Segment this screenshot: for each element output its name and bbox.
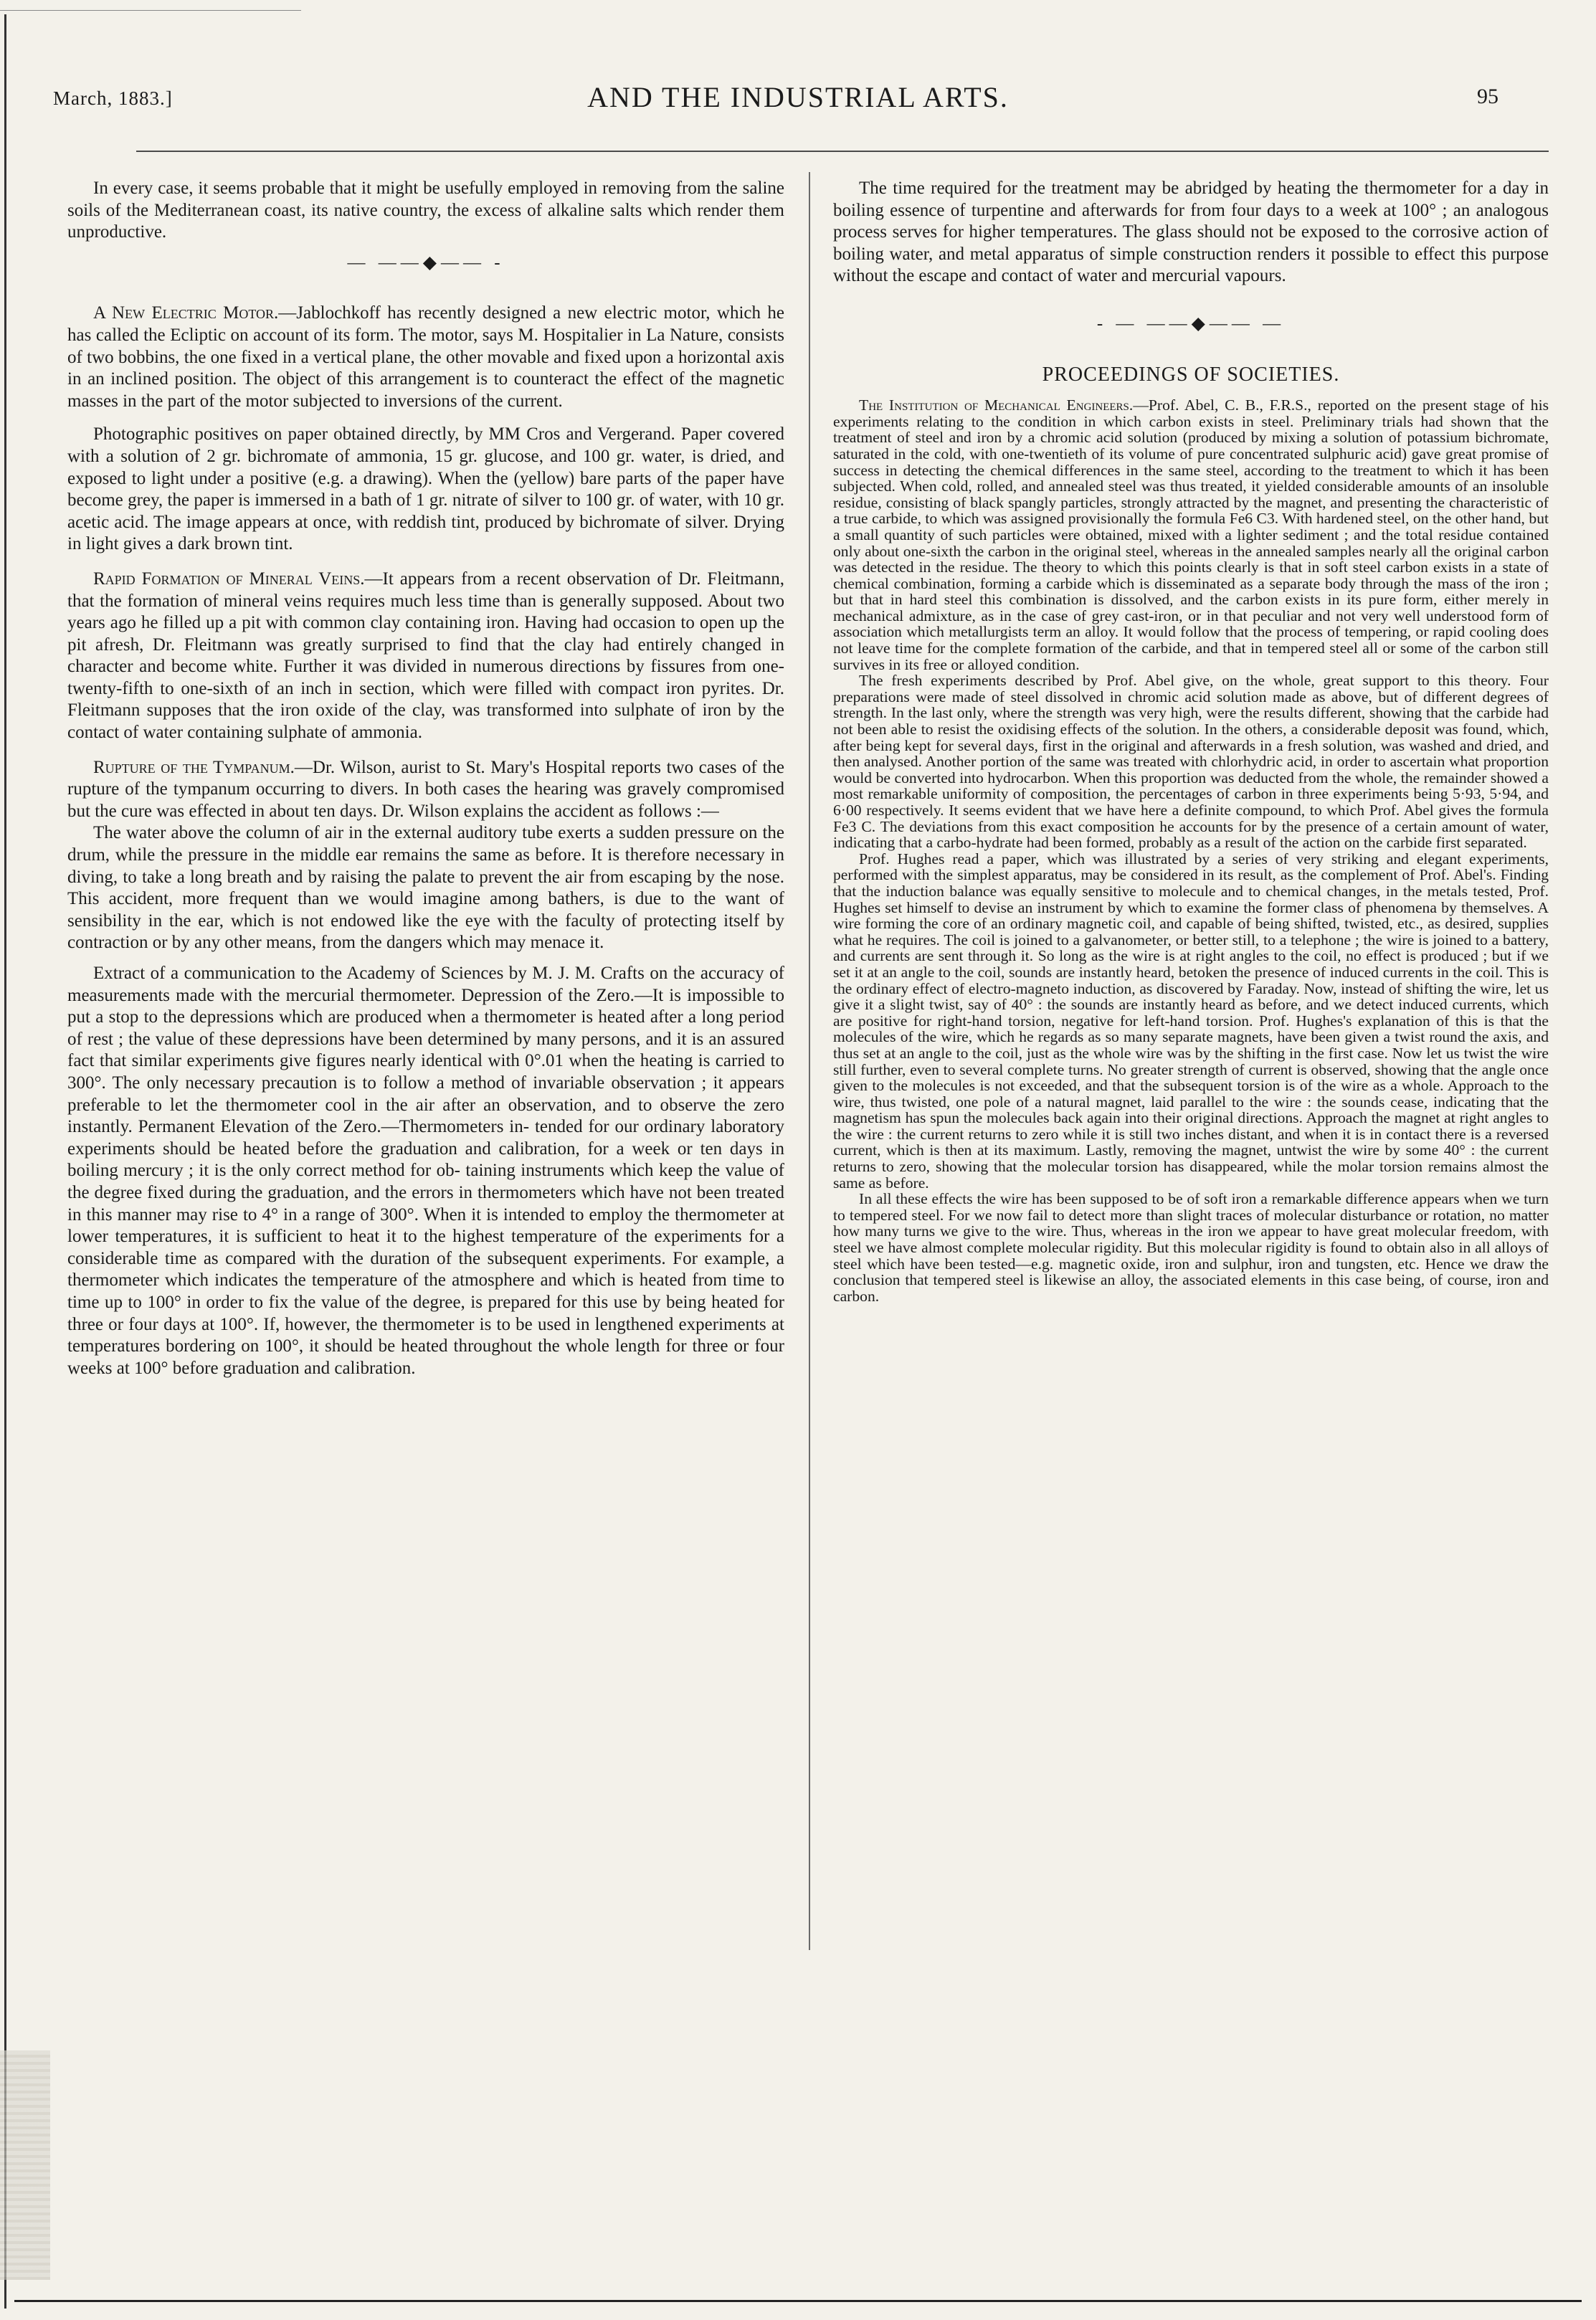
- mineral-veins-article: [67, 569, 784, 744]
- tympanum-article: [67, 757, 784, 823]
- institution-title: The Institution of Mechanical Engineers.: [859, 396, 1134, 414]
- top-rule-left: [0, 10, 301, 11]
- electric-motor-text: —Jablochkoff has recently designed a new electric motor, which he has called the Ecliptic on account of its form. The motor, says M. Hospitalier in La Nature, consists of two bobbins, the one fixed in a vertical plane, the other movable and fixed upon a horizontal axis in an inclined position. The object of this arrangement is to counteract the effect of the magnetic masses in the part of the motor subjected to inversions of the current.: [67, 303, 784, 411]
- abel-report: [833, 397, 1549, 672]
- hughes-conclusion: In all these effects the wire has been supposed to be of soft iron a remarkable difference appears when we turn to tempered steel. For we now fail to detect more than slight traces of molecular disturbance or rotation, no matter how many turns we give to the wire. Thus, whereas in the iron we appear to have great molecular freedom, with steel we have almost complete molecular rigidity. But this molecular rigidity is found to obtain also in all alloys of steel which have been tested—e.g. magnetic oxide, iron and sulphur, iron and tungsten, etc. Hence we draw the conclusion that tempered steel is likewise an alloy, the associated elements in this case being, of course, iron and carbon.: [833, 1190, 1549, 1305]
- running-title: AND THE INDUSTRIAL ARTS.: [587, 81, 1009, 113]
- intro-paragraph: In every case, it seems probable that it might be usefully employed in removing from the saline soils of the Mediterranean coast, its native country, the excess of alkaline salts which render them unproductive.: [67, 179, 784, 242]
- left-column: [67, 178, 784, 1379]
- mineral-veins-title: Rapid Formation of Mineral Veins.: [93, 569, 365, 589]
- binding-shadow: [0, 2050, 50, 2280]
- issue-date: March, 1883.]: [53, 87, 173, 109]
- mineral-veins-text: —It appears from a recent observation of Dr. Fleitmann, that the formation of mineral veins requires much less time than is generally supposed. About two years ago he filled up a pit with common clay containing iron. Having had occasion to open up the pit afresh, Dr. Fleitmann was greatly surprised to find that the clay had entirely changed in character and become white. Further it was divided in numerous directions by fissures from one-twenty-fifth to one-sixth of an inch in section, which were filled with compact iron pyrites. Dr. Fleitmann supposes that the iron oxide of the clay, was transformed into sulphate of iron by the contact of water containing sulphate of ammonia.: [67, 569, 784, 743]
- electric-motor-title: A New Electric Motor.: [93, 303, 279, 323]
- abel-report-text: —Prof. Abel, C. B., F.R.S., reported on the present stage of his experiments relating to the condition in which carbon exists in steel. Preliminary trials had shown that the treatment of steel and iron by a chromic acid solution (produced by mixing a solution of potassium bichromate, saturated in the cold, with one-twentieth of its volume of pure concentrated sulphuric acid) gave great promise of success in detecting the chemical differences in the same steel, according to the treatment to which it has been subjected. When cold, rolled, and annealed steel was thus treated, it yielded considerable amounts of an insoluble residue, consisting of black spangly particles, strongly attracted by the magnet, and presenting the characteristic of a true carbide, to which was assigned provisionally the formula Fe6 C3. With hardened steel, on the other hand, but a small quantity of such particles were obtained, mixed with a lighter sediment ; and the total residue contained only about one-sixth the carbon in the original steel, whereas in the annealed samples nearly all the original carbon was detected in the residue. The theory to which this points clearly is that in soft steel carbon exists in a state of chemical combination, forming a carbide which is disseminated as a separate body through the mass of the iron ; but that in hard steel this combination is dissolved, and the carbon exists in its pure form, either merely in mechanical admixture, as in the case of grey cast-iron, or in that peculiar and not very well understood form of association which metallurgists term an alloy. It would follow that the process of tempering, or rapid cooling does not leave time for the complete formation of the carbide, and that in tempered steel all or some of the carbon still survives in its free or alloyed condition.: [833, 396, 1549, 673]
- tympanum-title: Rupture of the Tympanum.: [93, 757, 295, 777]
- hughes-paper: Prof. Hughes read a paper, which was illustrated by a series of very striking and elegant experiments, performed with the simplest apparatus, may be considered in its result, as the complement of Prof. Abel's. Finding that the induction balance was equally sensitive to molecule and to chemical changes, in the metals tested, Prof. Hughes set himself to devise an instrument by which to examine the former class of phenomena by themselves. A wire forming the core of an ordinary magnetic coil, and capable of being shifted, twisted, etc., as desired, supplies what he requires. The coil is joined to a galvanometer, or better still, to a telephone ; the wire is joined to a battery, and currents are sent through it. So long as the wire is at right angles to the coil, no effect is produced ; but if we set it at an angle to the coil, sounds are instantly heard, betoken the presence of induced currents in the coil. This is the ordinary effect of electro-magneto induction, as discovered by Faraday. Now, instead of shifting the wire, let us give it a slight twist, say of 40° : the sounds are instantly heard as before, and we detect induced currents, which are positive for right-hand torsion, negative for left-hand torsion. Prof. Hughes's explanation of this is that the molecules of the wire, which he regards as so many separate magnets, have been given a twist round the axis, and thus set at an angle to the coil, just as the whole wire was by the shifting in the first case. Now let us twist the wire still further, even to several complete turns. No greater strength of current is observed, showing that the angle once given to the molecules is not exceeded, and that the subsequent torsion is of the wire as a whole. Approach to the wire, thus twisted, one pole of a natural magnet, laid parallel to the wire : the sounds cease, indicating that the magnetism has spun the molecules back again into their original directions. Approach the magnet at right angles to the wire : the current returns to zero while it is still two inches distant, and when it is in contact there is a reversed current, which is then at its maximum. Lastly, removing the magnet, untwist the wire by some 40° : the current returns to zero, showing that the molecular torsion has disappeared, while the molar torsion remains almost the same as before.: [833, 850, 1549, 1192]
- thermometer-article: Extract of a communication to the Academy of Sciences by M. J. M. Crafts on the accuracy of measurements made with the mercurial thermometer. Depression of the Zero.—It is impossible to put a stop to the depressions which are produced when a thermometer is heated after a long period of rest ; the value of these depressions have been determined by many persons, and it is an assured fact that similar experiments give figures nearly identical with 0°.01 when the heating is carried to 300°. The only necessary precaution is to follow a method of invariable observation ; it appears preferable to let the thermometer cool in the air after an observation, and to observe the zero instantly. Permanent Elevation of the Zero.—Thermometers in- tended for our ordinary laboratory experiments should be heated before the graduation and calibration, for a week or ten days in boiling mercury ; it is the only correct method for ob- taining instruments which keep the value of the degree fixed during the graduation, and the errors in thermometers which have not been treated in this manner may rise to 4° in a range of 300°. When it is intended to employ the thermometer at lower temperatures, it is sufficient to heat it to the highest temperature of the experiments for a considerable time as compared with the duration of the subsequent experiments. For example, a thermometer which indicates the temperature of the atmosphere and which is heated from time to time up to 100° in order to fix the value of the degree, is prepared for this use by being heated for three or four days at 100°. If, however, the thermometer is to be used in lengthened experiments at temperatures bordering on 100°, it should be heated throughout the whole length for three or four weeks at 100° before graduation and calibration.: [67, 964, 784, 1378]
- section-ornament: — ——◆—— -: [347, 252, 505, 272]
- abel-experiments: The fresh experiments described by Prof. Abel give, on the whole, great support to this theory. Four preparations were made of steel dissolved in chromic acid solution made as above, but of different degrees of strength. In the last only, where the strength was very high, were the results different, showing that the carbide had not been able to resist the oxidising effects of the solution. In the others, a considerable deposit was found, which, after being kept for several days, first in the original and afterwards in a fresh solution, was washed and dried, and then analysed. Another portion of the same was treated with chlorhydric acid, in order to ascertain what proportion would be converted into hydrocarbon. When this proportion was deducted from the whole, the remainder showed a most remarkable uniformity of composition, the percentages of carbon in three experiments being 5·93, 5·94, and 6·00 respectively. It seems evident that we have here a definite compound, to which Prof. Abel gives the formula Fe3 C. The deviations from this exact composition he accounts for by the presence of a certain amount of water, indicating that a carbo-hydrate had been formed, probably as a result of the action on the carbide first separated.: [833, 672, 1549, 852]
- page-number: 95: [1477, 85, 1498, 108]
- section-heading: PROCEEDINGS OF SOCIETIES.: [1042, 363, 1340, 386]
- column-divider: [809, 172, 810, 1950]
- thermometer-continuation: The time required for the treatment may be abridged by heating the thermometer for a day in boiling essence of turpentine and afterwards for from four days to a week at 100° ; an analogous process serves for higher temperatures. The glass should not be exposed to the corrosive action of boiling water, and metal apparatus of simple construction renders it possible to effect this purpose without the escape and contact of water and mercurial vapours.: [833, 179, 1549, 286]
- proceedings-body: [833, 397, 1549, 1304]
- header-rule: [136, 151, 1549, 152]
- tympanum-text: —Dr. Wilson, aurist to St. Mary's Hospital reports two cases of the rupture of the tympanum occurring to divers. In both cases the hearing was gravely compromised but the cure was effected in about ten days. Dr. Wilson explains the accident as follows :—: [67, 757, 784, 821]
- section-ornament-right: - — ——◆—— —: [1096, 313, 1286, 333]
- photographic-positives-article: Photographic positives on paper obtained directly, by MM Cros and Vergerand. Paper covered with a solution of 2 gr. bichromate of ammonia, 15 gr. glucose, and 100 gr. water, is dried, and exposed to light under a positive (e.g. a drawing). When the (yellow) bare parts of the paper have become grey, the paper is immersed in a bath of 1 gr. nitrate of silver to 100 gr. of water, with 10 gr. acetic acid. The image appears at once, with reddish tint, produced by bichromate of silver. Drying in light gives a dark brown tint.: [67, 424, 784, 554]
- left-page-edge: [4, 14, 6, 2309]
- electric-motor-article: [67, 303, 784, 412]
- page-header: [0, 0, 1596, 143]
- right-column: [833, 178, 1549, 1304]
- tympanum-explanation: The water above the column of air in the external auditory tube exerts a sudden pressure on the drum, while the pressure in the middle ear remains the same as before. It is therefore necessary in diving, to take a long breath and by raising the palate to prevent the air from escaping by the nose. This accident, more frequent than we would imagine among bathers, is due to the want of sensibility in the ear, which is not endowed like the eye with the faculty of protecting itself by contraction or by any other means, from the dangers which may menace it.: [67, 823, 784, 953]
- bottom-rule: [14, 2300, 1582, 2302]
